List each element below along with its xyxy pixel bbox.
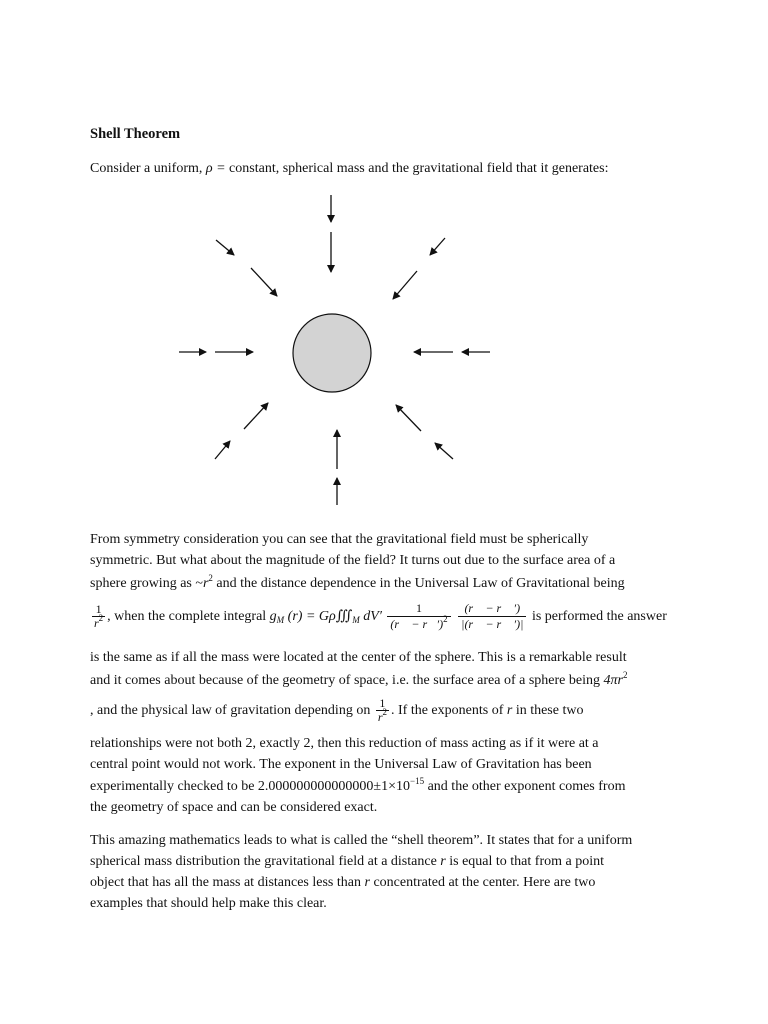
rho-equals: ρ =: [205, 161, 226, 176]
p2-line-1: This amazing mathematics leads to what is called the “shell theorem”. It states that for a uniform: [90, 833, 633, 848]
p2-l2-text-b: is equal to that from a point: [449, 854, 604, 869]
p2-line-3: [90, 873, 595, 893]
p1-line-3: [90, 574, 625, 594]
sphere-area-expression: 4πr: [603, 673, 623, 688]
r-variable: r: [440, 854, 446, 869]
intro-text-before: Consider a uniform,: [90, 161, 203, 176]
inverse-square-fraction-2: $\frac{1}{r^2}$: [377, 696, 387, 725]
p1-line-6: and it comes about because of the geometry of space, i.e. the surface area of a sphere being $4\pi r^2$: [90, 670, 628, 688]
page-title: Shell Theorem: [90, 126, 181, 142]
intro-line: [90, 159, 608, 179]
p2-l2-text-a: spherical mass distribution the gravitational field at a distance: [90, 854, 437, 869]
p1-line-5: is the same as if all the mass were located at the center of the sphere. This is a remarkable result: [90, 650, 627, 665]
integrand-fraction-1: $\frac{1}{(r⃗ - r⃗')^2}$: [387, 601, 450, 632]
g-vector: g: [269, 609, 277, 624]
p1-line-11: the geometry of space and can be considered exact.: [90, 800, 378, 815]
p1-l7-text-b: . If the exponents of: [391, 703, 504, 718]
integrand-fraction-2: $\frac{(r⃗ - r⃗ ')}{|(r⃗ - r⃗ ')|}$: [458, 601, 526, 632]
p1-line-7: [90, 694, 583, 728]
p1-line-4-equation: $\frac{1}{r^2}$ , when the complete integral $g_M$ $(r) = G\rho∭_M$ dV′ $\frac{1}{(r⃗ - r⃗')^2}$ $\frac{(r⃗ - r⃗ ')}{|(r⃗ - r⃗ ')|}$ is performed the answer: [94, 601, 667, 632]
inverse-square-fraction: $\frac{1}{r^2}$: [94, 602, 104, 631]
p1-line-9: central point would not work. The exponent in the Universal Law of Gravitation has been: [90, 757, 592, 772]
comma: ,: [107, 609, 111, 624]
p2-l3-text-b: concentrated at the center. Here are two: [373, 875, 596, 890]
p1-l7-text-a: , and the physical law of gravitation depending on: [90, 703, 371, 718]
r-variable: r: [364, 875, 370, 890]
intro-text-after: constant, spherical mass and the gravitational field that it generates:: [229, 161, 609, 176]
r-variable: r: [202, 576, 209, 591]
p1-l10-text-b: and the other exponent comes from: [427, 779, 626, 794]
volume-element: dV′: [363, 609, 382, 624]
p1-line-2: symmetric. But what about the magnitude of the field? It turns out due to the surface area of a: [90, 553, 616, 568]
field-arrow-lower-right-inner: [396, 405, 421, 431]
p1-l3-text-b: and the distance dependence in the Universal Law of Gravitational being: [216, 576, 625, 591]
p1-l7-text-c: in these two: [515, 703, 584, 718]
p1-l4-text-a: when the complete integral: [114, 609, 267, 624]
field-arrow-lower-right-outer: [435, 443, 453, 459]
field-arrow-upper-right-inner: [393, 271, 417, 299]
p2-l3-text-a: object that has all the mass at distances less than: [90, 875, 361, 890]
field-arrow-upper-right-outer: [430, 238, 445, 255]
r-variable: r: [506, 703, 513, 718]
p1-line-10: [90, 777, 625, 797]
p1-line-8: relationships were not both 2, exactly 2, then this reduction of mass acting as if it were at a: [90, 736, 599, 751]
p1-l3-text-a: sphere growing as: [90, 576, 192, 591]
field-diagram: [170, 190, 500, 520]
integral-expression: (r) = Gρ∭: [287, 609, 353, 624]
p1-line-1: From symmetry consideration you can see that the gravitational field must be spherically: [90, 532, 589, 547]
p1-l10-text-a: experimentally checked to be 2.000000000000000±1×10: [90, 779, 411, 794]
p2-line-4: examples that should help make this clear.: [90, 896, 327, 911]
p1-l4-text-b: is performed the answer: [531, 609, 667, 624]
field-arrow-lower-left-outer: [215, 441, 230, 459]
field-arrow-upper-left-outer: [216, 240, 234, 255]
p1-l6-text: and it comes about because of the geometry of space, i.e. the surface area of a sphere being: [90, 673, 600, 688]
field-arrow-upper-left-inner: [251, 268, 277, 296]
field-arrow-lower-left-inner: [244, 403, 268, 429]
exponent: −15: [410, 776, 425, 786]
spherical-mass: [293, 314, 371, 392]
tilde-symbol: ~: [195, 576, 203, 591]
p2-line-2: [90, 852, 604, 872]
exponent: 2: [208, 573, 213, 583]
